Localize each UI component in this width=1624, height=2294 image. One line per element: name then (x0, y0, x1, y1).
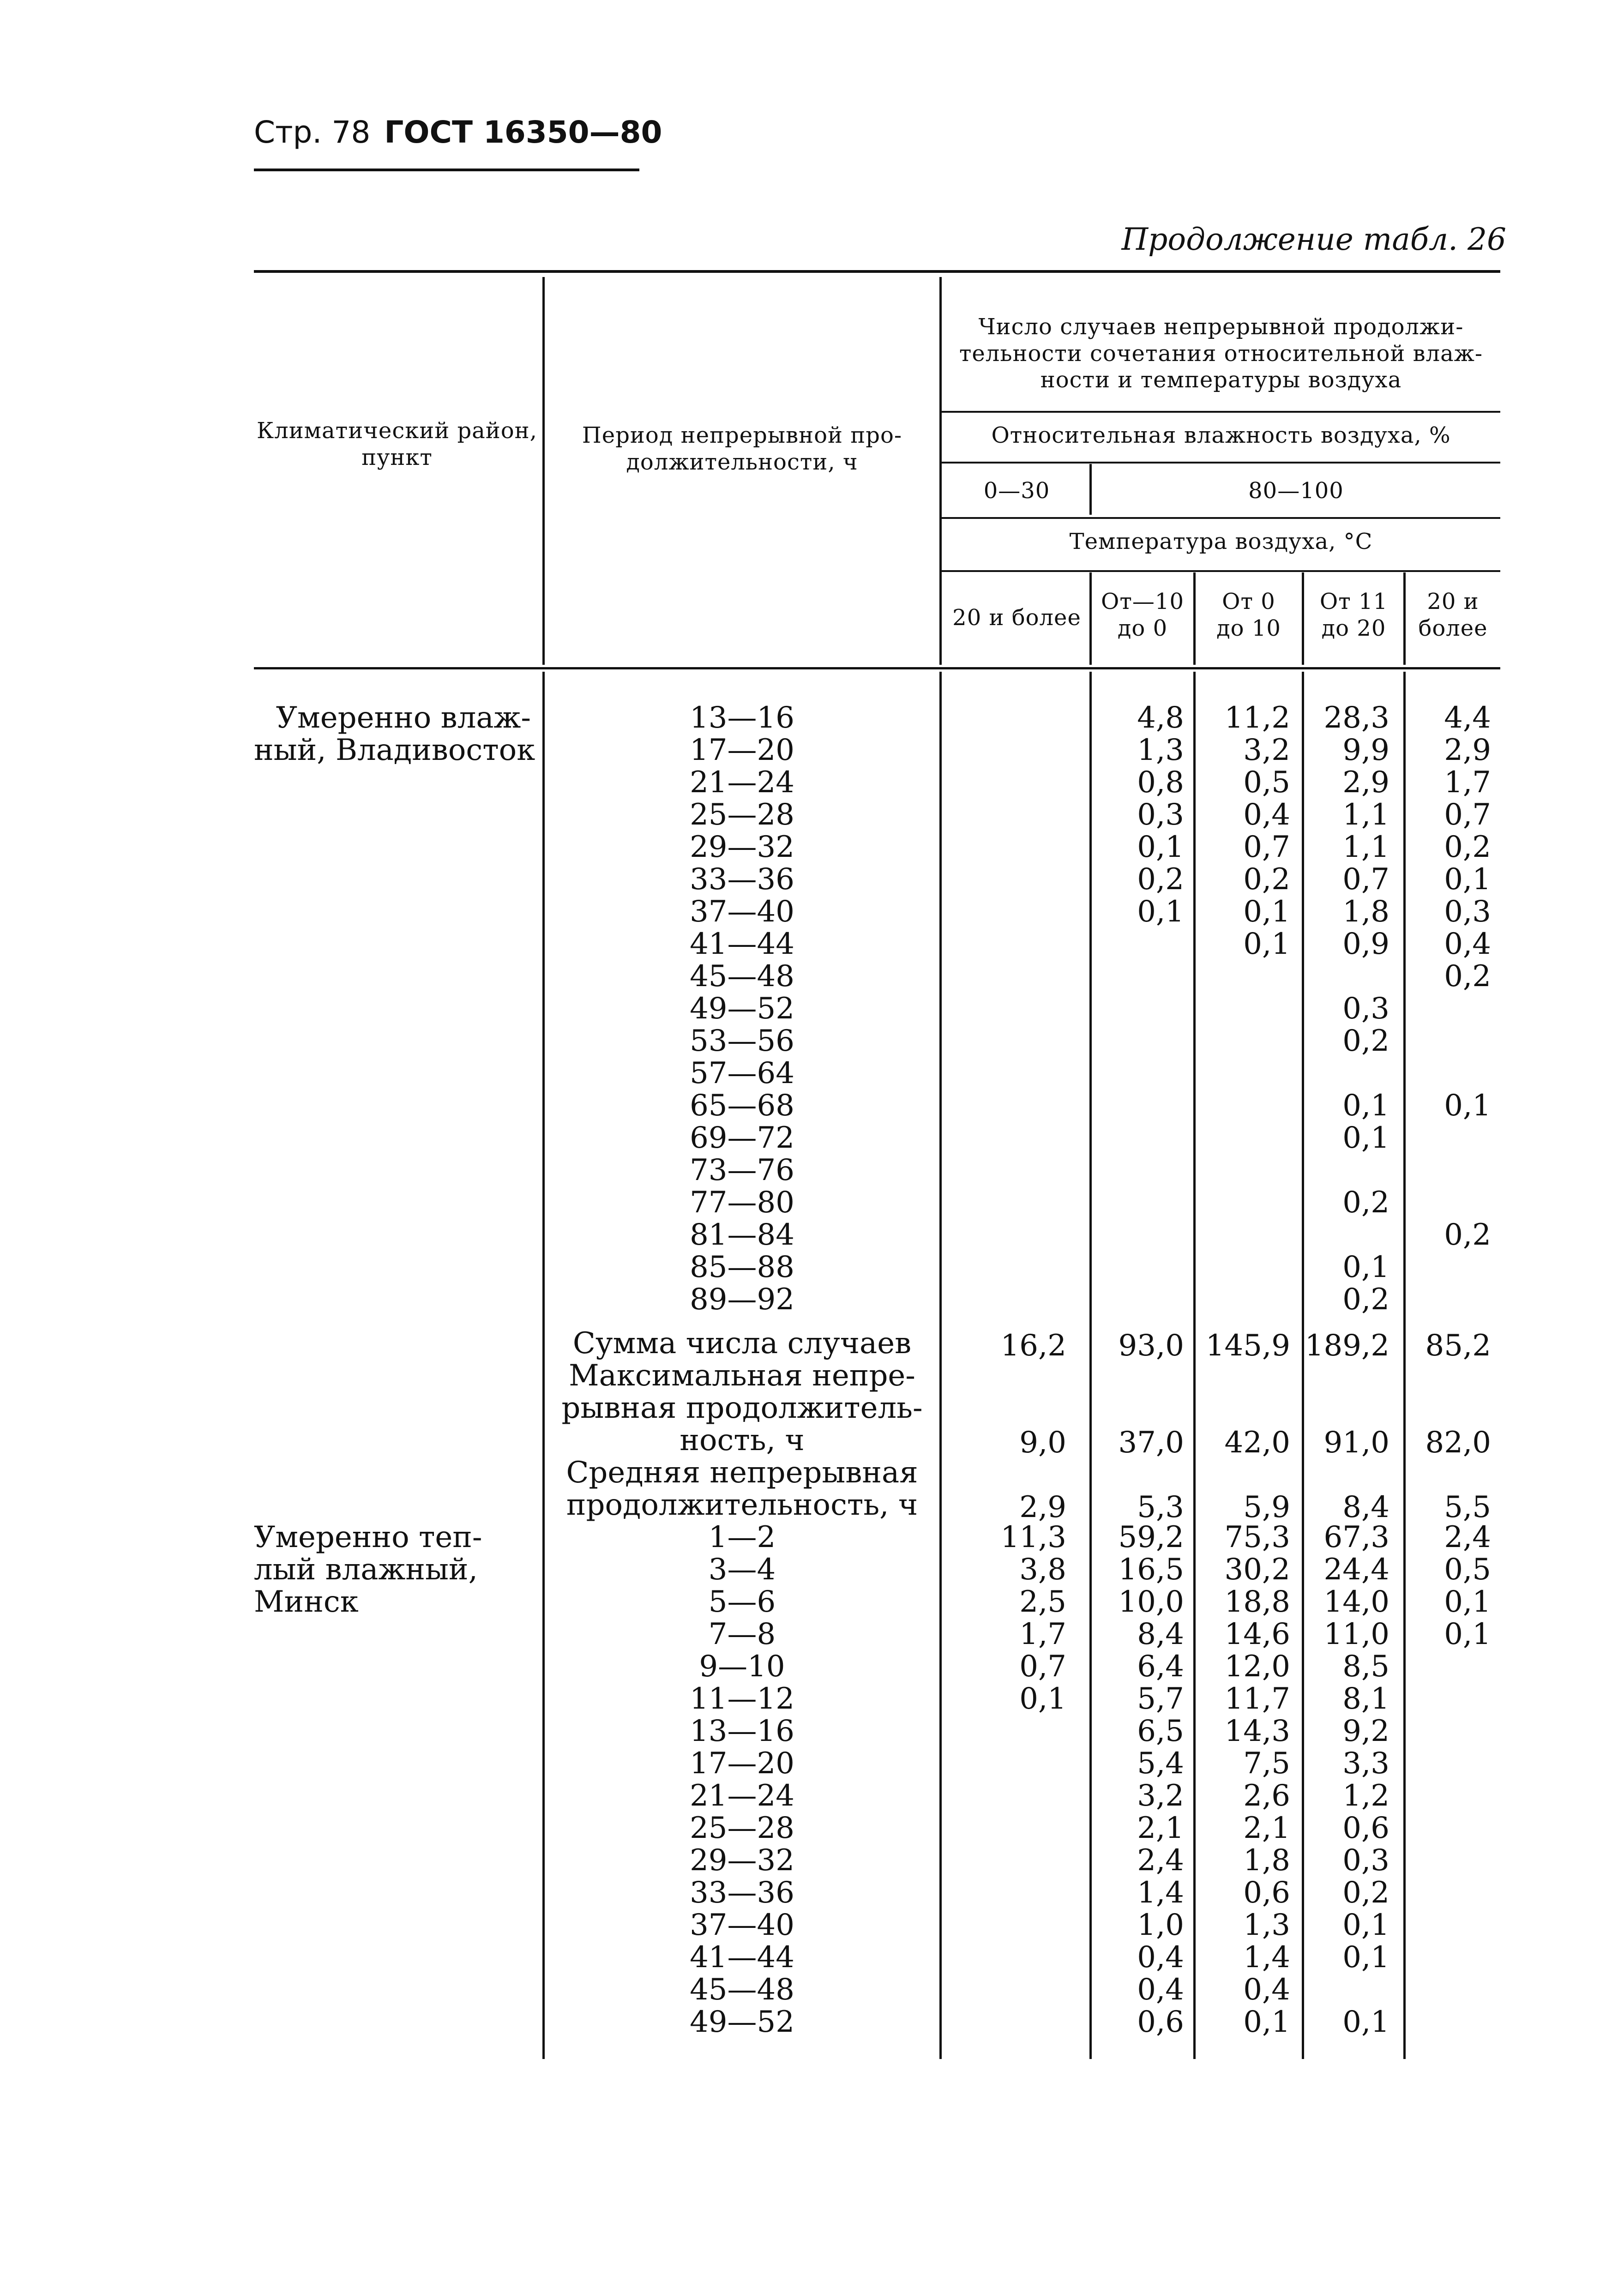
summary-sum-value: 93,0 (1118, 1329, 1184, 1363)
table-header-bottom-rule (254, 667, 1500, 669)
value-cell: 0,5 (1444, 1553, 1491, 1587)
value-cell: 0,8 (1137, 765, 1184, 800)
value-cell: 0,1 (1342, 1089, 1389, 1123)
period-cell: 1—2 (708, 1520, 776, 1554)
value-cell: 3,2 (1243, 733, 1290, 767)
period-cell: 7—8 (708, 1617, 776, 1651)
value-cell: 0,1 (1342, 1908, 1389, 1942)
value-cell: 75,3 (1224, 1520, 1290, 1554)
header-temp-line: до 20 (1321, 615, 1386, 641)
period-cell: 49—52 (690, 2005, 794, 2039)
value-cell: 1,7 (1019, 1617, 1066, 1651)
humidity-rule-bottom (942, 462, 1500, 464)
value-cell: 9,9 (1342, 733, 1389, 767)
header-group-line: Число случаев непрерывной продолжи- (978, 314, 1464, 340)
value-cell: 12,0 (1224, 1650, 1290, 1684)
summary-sum-label: Сумма числа случаев (572, 1326, 912, 1361)
header-period-line: должительности, ч (626, 449, 858, 475)
value-cell: 2,9 (1444, 733, 1491, 767)
value-cell: 0,1 (1342, 1250, 1389, 1284)
period-cell: 5—6 (708, 1585, 776, 1619)
header-temp-3 (1196, 589, 1302, 642)
value-cell: 0,4 (1137, 1940, 1184, 1975)
value-cell: 0,2 (1342, 1024, 1389, 1058)
period-cell: 29—32 (690, 830, 794, 864)
value-cell: 0,4 (1137, 1973, 1184, 2007)
period-cell: 29—32 (690, 1843, 794, 1878)
value-cell: 28,3 (1323, 701, 1389, 735)
value-cell: 1,8 (1243, 1843, 1290, 1878)
period-cell: 73—76 (690, 1153, 794, 1187)
value-cell: 1,1 (1342, 798, 1389, 832)
summary-max-label: ность, ч (680, 1423, 805, 1457)
period-cell: 21—24 (690, 1779, 794, 1813)
value-cell: 8,5 (1342, 1650, 1389, 1684)
header-group-title (944, 314, 1498, 394)
summary-max-value: 42,0 (1224, 1426, 1290, 1460)
header-temp-line: От 0 (1222, 589, 1275, 614)
value-cell: 0,4 (1243, 798, 1290, 832)
value-cell: 1,3 (1137, 733, 1184, 767)
value-cell: 2,9 (1342, 765, 1389, 800)
value-cell: 0,2 (1444, 959, 1491, 993)
value-cell: 0,1 (1019, 1682, 1066, 1716)
value-cell: 14,3 (1224, 1714, 1290, 1748)
value-cell: 2,6 (1243, 1779, 1290, 1813)
value-cell: 0,1 (1342, 2005, 1389, 2039)
value-cell: 0,7 (1243, 830, 1290, 864)
value-cell: 0,1 (1444, 1585, 1491, 1619)
value-cell: 0,3 (1342, 992, 1389, 1026)
period-cell: 13—16 (690, 1714, 794, 1748)
value-cell: 0,6 (1342, 1811, 1389, 1845)
header-group-line: тельности сочетания относительной влаж- (959, 340, 1483, 367)
value-cell: 11,0 (1323, 1617, 1389, 1651)
period-cell: 21—24 (690, 765, 794, 800)
value-cell: 1,4 (1137, 1876, 1184, 1910)
value-cell: 18,8 (1224, 1585, 1290, 1619)
period-cell: 25—28 (690, 1811, 794, 1845)
table-continuation-caption: Продолжение табл. 26 (1121, 222, 1506, 257)
value-cell: 0,6 (1137, 2005, 1184, 2039)
value-cell: 0,1 (1444, 1617, 1491, 1651)
value-cell: 0,2 (1342, 1876, 1389, 1910)
value-cell: 0,7 (1019, 1650, 1066, 1684)
period-cell: 41—44 (690, 1940, 794, 1975)
value-cell: 3,2 (1137, 1779, 1184, 1813)
period-cell: 49—52 (690, 992, 794, 1026)
period-cell: 85—88 (690, 1250, 794, 1284)
header-temp-line: до 10 (1216, 615, 1281, 641)
period-cell: 37—40 (690, 1908, 794, 1942)
summary-sum-value: 85,2 (1425, 1329, 1491, 1363)
value-cell: 14,0 (1323, 1585, 1389, 1619)
value-cell: 1,8 (1342, 895, 1389, 929)
value-cell: 8,4 (1137, 1617, 1184, 1651)
temperature-rule-bottom (942, 570, 1500, 572)
region-name: Минск (254, 1585, 359, 1619)
period-cell: 9—10 (699, 1650, 785, 1684)
value-cell: 3,8 (1019, 1553, 1066, 1587)
value-cell: 6,4 (1137, 1650, 1184, 1684)
value-cell: 2,1 (1243, 1811, 1290, 1845)
period-cell: 81—84 (690, 1218, 794, 1252)
value-cell: 59,2 (1118, 1520, 1184, 1554)
header-temp-line: От—10 (1101, 589, 1184, 614)
value-cell: 6,5 (1137, 1714, 1184, 1748)
summary-avg-value: 5,9 (1243, 1490, 1290, 1524)
value-cell: 0,2 (1243, 862, 1290, 897)
value-cell: 10,0 (1118, 1585, 1184, 1619)
header-temp-line: 20 и более (952, 605, 1081, 631)
header-group-line: ности и температуры воздуха (1040, 367, 1402, 393)
summary-avg-value: 5,3 (1137, 1490, 1184, 1524)
value-cell: 30,2 (1224, 1553, 1290, 1587)
humidity-divider (1089, 464, 1092, 515)
value-cell: 0,3 (1444, 895, 1491, 929)
header-temp-1 (944, 605, 1089, 632)
region-name: Умеренно влаж- (276, 701, 531, 735)
value-cell: 1,1 (1342, 830, 1389, 864)
value-cell: 0,3 (1342, 1843, 1389, 1878)
period-cell: 3—4 (708, 1553, 776, 1587)
value-cell: 1,4 (1243, 1940, 1290, 1975)
summary-sum-value: 145,9 (1205, 1329, 1290, 1363)
header-temp-line: 20 и (1427, 589, 1479, 614)
header-humidity: Относительная влажность воздуха, % (991, 422, 1451, 448)
summary-max-label: рывная продолжитель- (561, 1391, 923, 1425)
value-cell: 0,1 (1243, 927, 1290, 961)
header-region-line: Климатический район, (257, 418, 537, 444)
period-cell: 53—56 (690, 1024, 794, 1058)
value-cell: 0,9 (1342, 927, 1389, 961)
period-cell: 45—48 (690, 1973, 794, 2007)
value-cell: 14,6 (1224, 1617, 1290, 1651)
period-cell: 77—80 (690, 1186, 794, 1220)
value-cell: 2,4 (1444, 1520, 1491, 1554)
summary-avg-label: Средняя непрерывная (566, 1456, 918, 1490)
value-cell: 0,4 (1444, 927, 1491, 961)
value-cell: 1,7 (1444, 765, 1491, 800)
header-region (254, 418, 540, 471)
period-cell: 65—68 (690, 1089, 794, 1123)
body-rule-region (542, 672, 545, 2059)
period-cell: 89—92 (690, 1282, 794, 1317)
period-cell: 57—64 (690, 1056, 794, 1090)
value-cell: 0,6 (1243, 1876, 1290, 1910)
header-rule (254, 169, 639, 171)
value-cell: 0,2 (1342, 1282, 1389, 1317)
region-name: лый влажный, (254, 1553, 478, 1587)
header-temp-2 (1092, 589, 1193, 642)
value-cell: 9,2 (1342, 1714, 1389, 1748)
summary-max-value: 82,0 (1425, 1426, 1491, 1460)
header-temperature: Температура воздуха, °C (1069, 529, 1373, 554)
value-cell: 5,7 (1137, 1682, 1184, 1716)
value-cell: 11,2 (1224, 701, 1290, 735)
value-cell: 16,5 (1118, 1553, 1184, 1587)
period-cell: 33—36 (690, 1876, 794, 1910)
value-cell: 0,1 (1444, 1089, 1491, 1123)
region-name: Умеренно теп- (254, 1520, 482, 1554)
summary-avg-label: продолжительность, ч (566, 1488, 918, 1522)
header-temp-line: до 0 (1117, 615, 1168, 641)
summary-avg-value: 5,5 (1444, 1490, 1491, 1524)
summary-avg-value: 8,4 (1342, 1490, 1389, 1524)
period-cell: 25—28 (690, 798, 794, 832)
standard-number: ГОСТ 16350—80 (384, 114, 662, 150)
page-header (254, 114, 662, 150)
header-humidity-high: 80—100 (1248, 478, 1344, 504)
summary-avg-value: 2,9 (1019, 1490, 1066, 1524)
period-data-divider (939, 277, 942, 665)
summary-max-value: 37,0 (1118, 1426, 1184, 1460)
page-number: Стр. 78 (254, 114, 371, 150)
period-cell: 17—20 (690, 733, 794, 767)
value-cell: 8,1 (1342, 1682, 1389, 1716)
period-cell: 45—48 (690, 959, 794, 993)
period-cell: 69—72 (690, 1121, 794, 1155)
header-temp-line: более (1418, 615, 1488, 641)
value-cell: 2,1 (1137, 1811, 1184, 1845)
value-cell: 0,7 (1342, 862, 1389, 897)
value-cell: 0,1 (1342, 1121, 1389, 1155)
value-cell: 0,2 (1444, 1218, 1491, 1252)
value-cell: 11,3 (1000, 1520, 1066, 1554)
humidity-rule-top (942, 411, 1500, 413)
value-cell: 2,4 (1137, 1843, 1184, 1878)
header-humidity-low: 0—30 (983, 478, 1050, 504)
summary-sum-value: 16,2 (1000, 1329, 1066, 1363)
value-cell: 0,1 (1243, 895, 1290, 929)
header-period-line: Период непрерывной про- (582, 422, 902, 448)
value-cell: 3,3 (1342, 1746, 1389, 1781)
header-region-line: пункт (361, 444, 433, 470)
header-period (547, 422, 937, 476)
value-cell: 5,4 (1137, 1746, 1184, 1781)
header-temp-4 (1304, 589, 1403, 642)
period-cell: 11—12 (690, 1682, 794, 1716)
summary-max-value: 9,0 (1019, 1426, 1066, 1460)
value-cell: 2,5 (1019, 1585, 1066, 1619)
value-cell: 67,3 (1323, 1520, 1389, 1554)
value-cell: 0,5 (1243, 765, 1290, 800)
value-cell: 0,2 (1137, 862, 1184, 897)
region-period-divider (542, 277, 545, 665)
value-cell: 0,1 (1342, 1940, 1389, 1975)
region-name: ный, Владивосток (254, 733, 535, 767)
period-cell: 33—36 (690, 862, 794, 897)
header-temp-line: От 11 (1319, 589, 1388, 614)
body-rule-period (939, 672, 942, 2059)
value-cell: 0,1 (1137, 830, 1184, 864)
value-cell: 7,5 (1243, 1746, 1290, 1781)
header-temp-5 (1406, 589, 1500, 642)
summary-max-value: 91,0 (1323, 1426, 1389, 1460)
value-cell: 1,0 (1137, 1908, 1184, 1942)
value-cell: 0,4 (1243, 1973, 1290, 2007)
value-cell: 0,1 (1243, 2005, 1290, 2039)
value-cell: 0,1 (1137, 895, 1184, 929)
value-cell: 24,4 (1323, 1553, 1389, 1587)
value-cell: 0,1 (1444, 862, 1491, 897)
value-cell: 0,2 (1444, 830, 1491, 864)
value-cell: 1,3 (1243, 1908, 1290, 1942)
table-top-rule (254, 270, 1500, 273)
value-cell: 0,2 (1342, 1186, 1389, 1220)
period-cell: 13—16 (690, 701, 794, 735)
value-cell: 0,3 (1137, 798, 1184, 832)
summary-sum-value: 189,2 (1305, 1329, 1389, 1363)
temperature-rule-top (942, 517, 1500, 519)
value-cell: 11,7 (1224, 1682, 1290, 1716)
summary-max-label: Максимальная непре- (569, 1359, 915, 1393)
period-cell: 41—44 (690, 927, 794, 961)
value-cell: 4,8 (1137, 701, 1184, 735)
period-cell: 17—20 (690, 1746, 794, 1781)
value-cell: 0,7 (1444, 798, 1491, 832)
value-cell: 4,4 (1444, 701, 1491, 735)
period-cell: 37—40 (690, 895, 794, 929)
value-cell: 1,2 (1342, 1779, 1389, 1813)
